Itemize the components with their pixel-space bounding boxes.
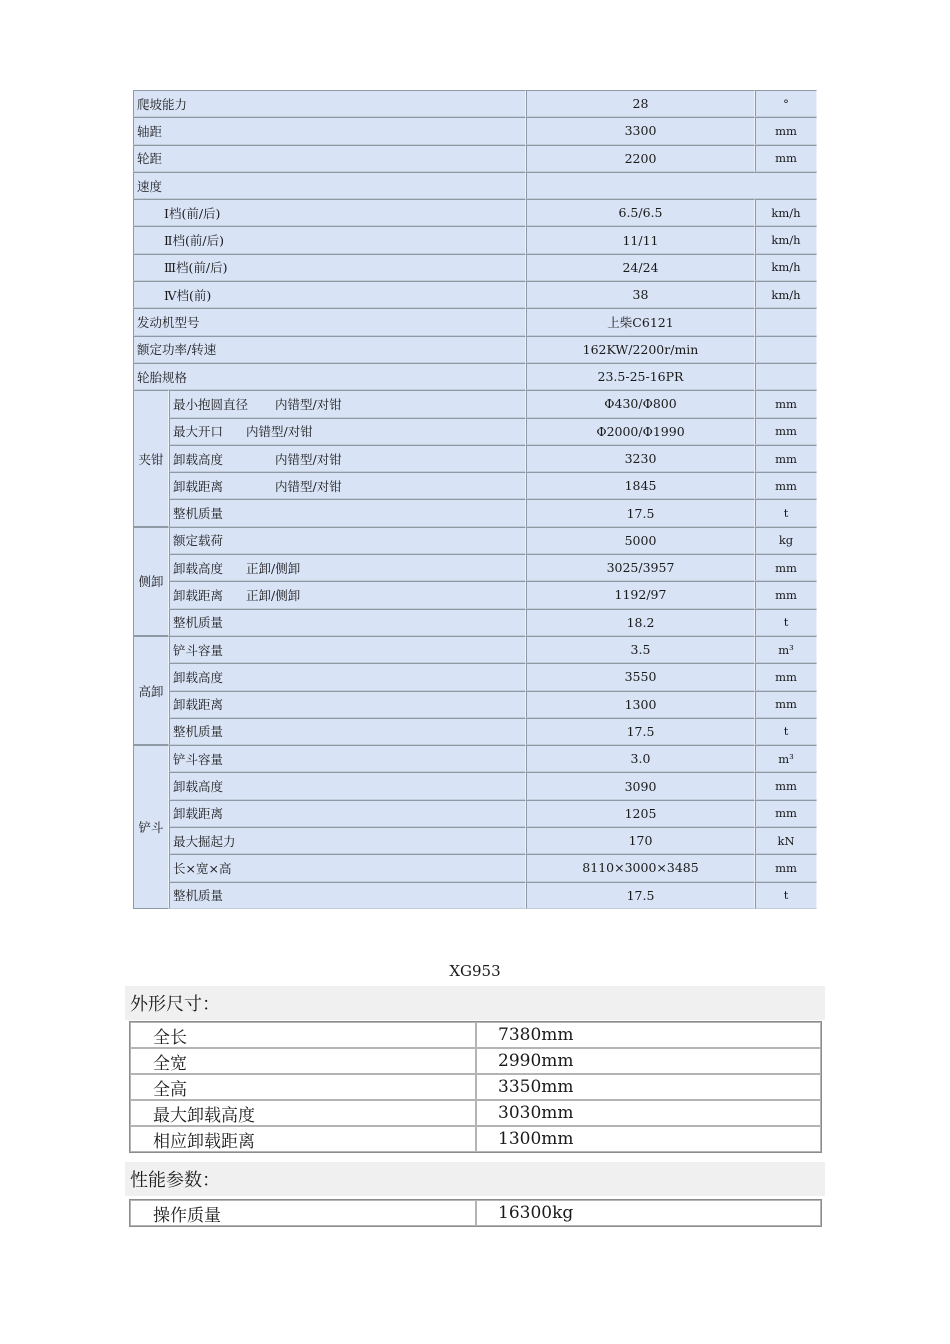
table-row [169,800,817,827]
spec-table [133,90,817,909]
param-value: 2990mm [476,1048,821,1074]
row-label [169,581,526,608]
row-value: 上柴C6121 [526,308,755,335]
row-unit: ° [755,90,817,117]
row-name: 卸载距离 [173,806,224,822]
table-row [133,226,817,253]
row-unit: km/h [755,226,817,253]
row-name: 铲斗容量 [173,751,224,767]
row-value: 28 [526,90,755,117]
table-row [169,691,817,718]
row-value: 2200 [526,145,755,172]
row-label: 轮距 [133,145,526,172]
row-unit [755,308,817,335]
row-name: 卸载高度 [173,451,224,467]
table-row [169,472,817,499]
table-row [169,445,817,472]
row-value: 3.0 [526,745,755,772]
param-name: 全高 [130,1074,476,1100]
param-name: 最大卸载高度 [130,1100,476,1126]
row-label [169,527,526,554]
param-value: 3350mm [476,1074,821,1100]
param-value: 1300mm [476,1126,821,1152]
table-row [169,554,817,581]
table-row [169,718,817,745]
row-value: 1845 [526,472,755,499]
row-name: 整机质量 [173,506,224,522]
row-unit: t [755,609,817,636]
table-row [169,527,817,554]
row-name: 最大开口 [173,424,224,440]
row-value: 17.5 [526,499,755,526]
table-row [169,609,817,636]
row-unit: mm [755,663,817,690]
group-label: 侧卸 [133,527,169,636]
row-value: 38 [526,281,755,308]
table-row [130,1022,821,1048]
group-body [169,527,817,636]
row-value: 17.5 [526,718,755,745]
dimensions-heading: 外形尺寸： [125,986,825,1020]
table-row [169,499,817,526]
row-unit: t [755,882,817,909]
row-value: 3025/3957 [526,554,755,581]
row-name: 卸载高度 [173,560,224,576]
row-value: 162KW/2200r/min [526,336,755,363]
row-label: Ⅳ档(前) [133,281,526,308]
row-label [169,854,526,881]
table-row [133,90,817,117]
row-label: Ⅱ档(前/后) [133,226,526,253]
row-label [169,499,526,526]
row-label [169,718,526,745]
row-unit: mm [755,418,817,445]
row-label: Ⅰ档(前/后) [133,199,526,226]
table-row [133,254,817,281]
param-value: 7380mm [476,1022,821,1048]
row-unit [755,363,817,390]
table-row [133,145,817,172]
row-value: 3230 [526,445,755,472]
row-unit: mm [755,854,817,881]
dimensions-table [129,1021,822,1153]
table-row [133,336,817,363]
param-name: 全长 [130,1022,476,1048]
row-label [169,663,526,690]
row-value: 3300 [526,117,755,144]
row-label [169,636,526,663]
row-name: 整机质量 [173,615,224,631]
row-label [169,772,526,799]
table-row [169,663,817,690]
row-value: 1192/97 [526,581,755,608]
table-row [133,308,817,335]
row-name: 整机质量 [173,724,224,740]
speed-merged-cell [526,172,817,199]
row-value: 1300 [526,691,755,718]
row-label [169,418,526,445]
row-label: Ⅲ档(前/后) [133,254,526,281]
table-row [169,854,817,881]
row-name: 卸载距离 [173,587,224,603]
row-label [169,827,526,854]
table-row [130,1048,821,1074]
model-title: XG953 [449,962,501,980]
table-row [169,390,817,417]
row-mode: 正卸/侧卸 [246,560,301,576]
row-name: 卸载高度 [173,779,224,795]
group-body [169,636,817,745]
group-label: 铲斗 [133,745,169,909]
row-label [169,882,526,909]
row-unit: km/h [755,199,817,226]
row-unit: m³ [755,745,817,772]
table-row [169,581,817,608]
row-mode: 正卸/侧卸 [246,587,301,603]
performance-table [129,1199,822,1227]
table-row [169,418,817,445]
row-unit: km/h [755,281,817,308]
row-value: Φ430/Φ800 [526,390,755,417]
row-unit: km/h [755,254,817,281]
row-label [169,445,526,472]
table-row [133,199,817,226]
row-name: 长×宽×高 [173,860,232,876]
row-value: 1205 [526,800,755,827]
table-row [169,882,817,909]
group-body [169,390,817,526]
row-unit: kg [755,527,817,554]
row-unit: t [755,499,817,526]
param-name: 相应卸载距离 [130,1126,476,1152]
row-unit: mm [755,800,817,827]
row-name: 铲斗容量 [173,642,224,658]
row-mode: 内错型/对钳 [275,451,342,467]
spec-group [133,745,817,909]
row-unit: mm [755,145,817,172]
param-name: 操作质量 [130,1200,476,1226]
row-unit: mm [755,772,817,799]
param-name: 全宽 [130,1048,476,1074]
table-row [133,281,817,308]
table-row [133,363,817,390]
row-label [169,609,526,636]
row-label: 轮胎规格 [133,363,526,390]
row-value: 8110×3000×3485 [526,854,755,881]
row-label [169,472,526,499]
row-mode: 内错型/对钳 [275,478,342,494]
row-unit: mm [755,581,817,608]
row-label [169,554,526,581]
row-unit: mm [755,390,817,417]
row-name: 整机质量 [173,888,224,904]
row-label: 爬坡能力 [133,90,526,117]
row-value: 5000 [526,527,755,554]
param-value: 16300kg [476,1200,821,1226]
row-unit [755,336,817,363]
speed-label: 速度 [133,172,526,199]
param-value: 3030mm [476,1100,821,1126]
row-value: 3090 [526,772,755,799]
table-row [169,827,817,854]
row-value: 24/24 [526,254,755,281]
row-value: 3.5 [526,636,755,663]
spec-group [133,636,817,745]
row-value: 170 [526,827,755,854]
table-row [130,1074,821,1100]
row-name: 最大掘起力 [173,833,236,849]
row-label [169,745,526,772]
row-unit: mm [755,554,817,581]
spec-group [133,390,817,526]
row-mode: 内错型/对钳 [246,424,313,440]
row-name: 卸载距离 [173,697,224,713]
row-label [169,390,526,417]
row-label: 额定功率/转速 [133,336,526,363]
group-body [169,745,817,909]
row-name: 卸载高度 [173,669,224,685]
row-label: 发动机型号 [133,308,526,335]
row-label: 轴距 [133,117,526,144]
row-name: 最小抱圆直径 [173,396,249,412]
row-unit: m³ [755,636,817,663]
row-unit: t [755,718,817,745]
row-unit: mm [755,691,817,718]
spec-group [133,527,817,636]
table-row [169,636,817,663]
table-row [130,1200,821,1226]
table-row [169,745,817,772]
row-unit: kN [755,827,817,854]
row-mode: 内错型/对钳 [275,396,342,412]
table-row [169,772,817,799]
row-unit: mm [755,472,817,499]
row-value: 11/11 [526,226,755,253]
row-label [169,800,526,827]
row-value: 17.5 [526,882,755,909]
row-value: Φ2000/Φ1990 [526,418,755,445]
row-value: 23.5-25-16PR [526,363,755,390]
row-unit: mm [755,117,817,144]
table-row [130,1126,821,1152]
group-label: 夹钳 [133,390,169,526]
row-name: 卸载距离 [173,478,224,494]
table-row [133,117,817,144]
speed-row [133,172,817,199]
row-value: 18.2 [526,609,755,636]
table-row [130,1100,821,1126]
row-unit: mm [755,445,817,472]
row-value: 3550 [526,663,755,690]
performance-heading: 性能参数： [125,1162,825,1196]
group-label: 高卸 [133,636,169,745]
row-value: 6.5/6.5 [526,199,755,226]
row-name: 额定载荷 [173,533,224,549]
row-label [169,691,526,718]
